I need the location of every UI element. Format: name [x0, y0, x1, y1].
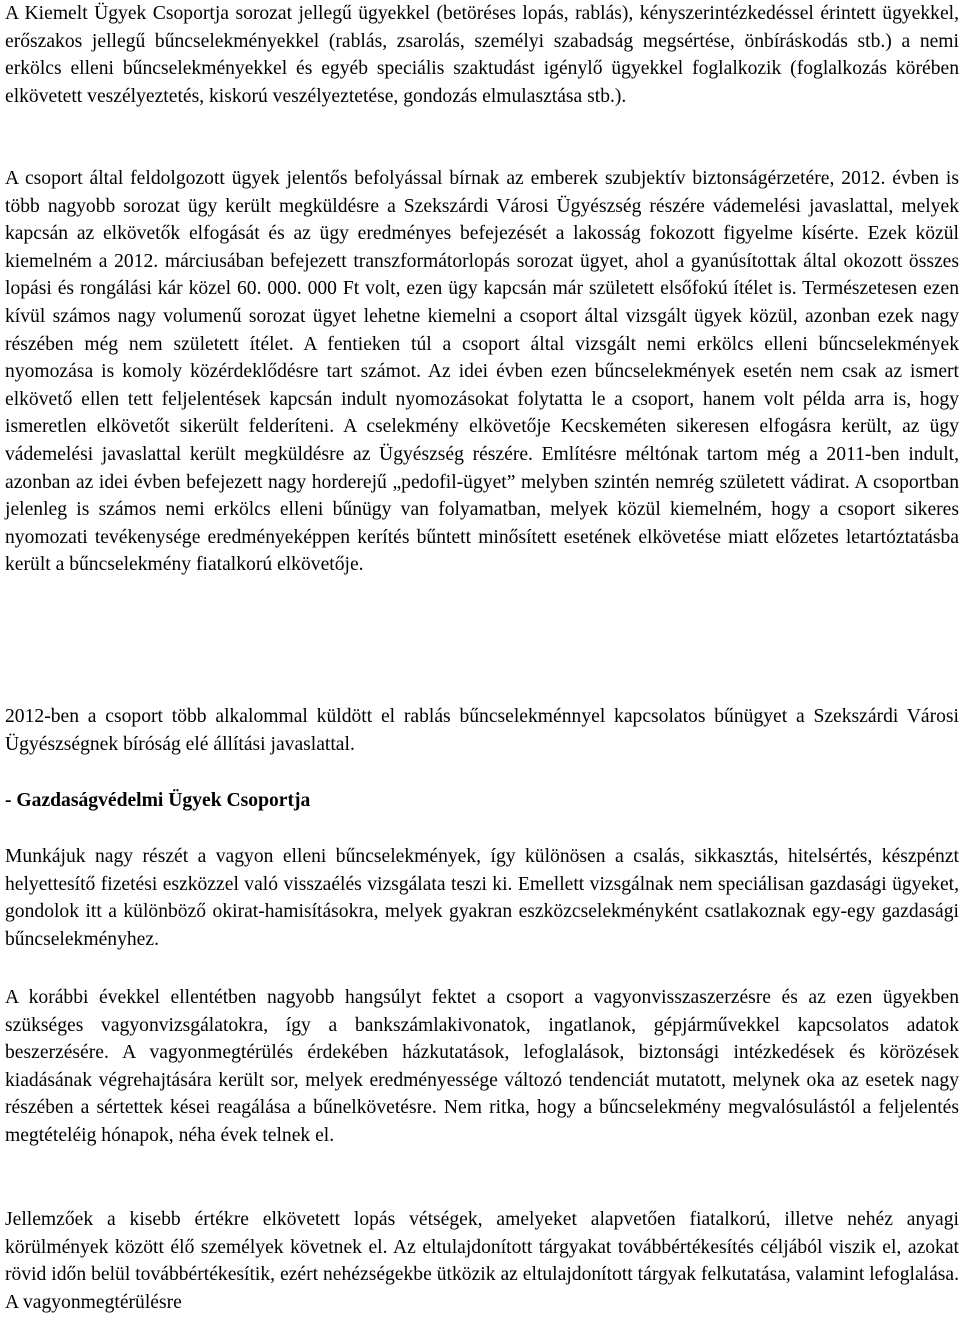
paragraph-munkajuk: Munkájuk nagy részét a vagyon elleni bűncselekmények, így különösen a csalás, sikkasztás, hitelsértés, készpénzt helyettesítő fizetési eszközzel való visszaélés vizsgálata teszi ki. Emellett vizsgálnak nem speciálisan gazdasági ügyeket, gondolok itt a különböző okirat-hamisításokra, melyek gyakran eszközcselekményként csatlakoznak egy-egy gazdasági bűncselekményhez.	[5, 846, 959, 950]
paragraph-lopas-vetsegek: Jellemzőek a kisebb értékre elkövetett lopás vétségek, amelyeket alapvetően fiatalkorú, illetve nehéz anyagi körülmények között élő személyek követnek el. Az eltulajdonított tárgyakat továbbértékesítés céljából viszik el, azokat rövid időn belül továbbértékesítik, ezért nehézségekbe ütközik az eltulajdonított tárgyak felkutatása, valamint lefoglalása. A vagyonmegtérülésre	[5, 1209, 959, 1313]
paragraph-csoport-ugyek: A csoport által feldolgozott ügyek jelentős befolyással bírnak az emberek szubjektív biztonságérzetére, 2012. évben is több nagyobb sorozat ügy került megküldésre a Szekszárdi Városi Ügyészség részére vádemelési javaslattal, melyek kapcsán az elkövetők elfogását és az ügy eredményes befejezését a lakosság fokozott figyelme kísérte. Ezek közül kiemelném a 2012. márciusában befejezett transzformátorlopás sorozat ügyet, ahol a gyanúsítottak által okozott összes lopási és rongálási kár közel 60. 000. 000 Ft volt, ezen ügy kapcsán már született elsőfokú ítélet is. Természetesen ezen kívül számos nagy volumenű sorozat ügyet lehetne kiemelni a csoport által vizsgált ügyek közül, azonban ezek nagy részében még nem született ítélet. A fentieken túl a csoport által vizsgált nemi erkölcs elleni bűncselekmények nyomozása is komoly közérdeklődésre tart számot. Az idei évben ezen bűncselekmények esetén nem csak az ismert elkövető ellen tett feljelentések kapcsán indult nyomozásokat folytatta le a csoport, hanem volt példa arra is, hogy ismeretlen elkövetőt sikerült felderíteni. A cselekmény elkövetője Kecskeméten sikeresen elfogásra került, az ügy vádemelési javaslattal került megküldésre az Ügyészség részére. Említésre méltónak tartom még a 2011-ben indult, azonban az idei évben befejezett nagy horderejű „pedofil-ügyet” melyben szintén nemrég született vádirat. A csoportban jelenleg is számos nemi erkölcs elleni bűnügy van folyamatban, melyek közül kiemelném, hogy a csoport sikeres nyomozati tevékenysége eredményeképpen kerítés bűntett minősített esetének elkövetése miatt előzetes letartóztatásba került a bűncselekmény fiatalkorú elkövetője.	[5, 168, 959, 576]
section-heading-gazdasagvedelmi: - Gazdaságvédelmi Ügyek Csoportja	[5, 790, 311, 811]
paragraph-kiemelt-ugyek: A Kiemelt Ügyek Csoportja sorozat jellegű ügyekkel (betöréses lopás, rablás), kényszerintézkedéssel érintett ügyekkel, erőszakos jellegű bűncselekményekkel (rablás, zsarolás, személyi szabadság megsértése, önbíráskodás stb.) a nemi erkölcs elleni bűncselekményekkel és egyéb speciális szaktudást igénylő ügyekkel foglalkozik (foglalkozás körében elkövetett veszélyeztetés, kiskorú veszélyeztetése, gondozás elmulasztása stb.).	[5, 3, 959, 107]
paragraph-rablas-2012: 2012-ben a csoport több alkalommal küldött el rablás bűncselekménnyel kapcsolatos bűnügyet a Szekszárdi Városi Ügyészségnek bíróság elé állítási javaslattal.	[5, 706, 959, 755]
paragraph-vagyonvisszaszerzes: A korábbi évekkel ellentétben nagyobb hangsúlyt fektet a csoport a vagyonvisszaszerzésre és az ezen ügyekben szükséges vagyonvizsgálatokra, így a bankszámlakivonatok, ingatlanok, gépjárművekkel kapcsolatos adatok beszerzésére. A vagyonmegtérülés érdekében házkutatások, lefoglalások, biztonsági intézkedések és körözések kiadásának végrehajtására került sor, melyek eredményessége változó tendenciát mutatott, melynek oka az esetek nagy részében a sértettek kései reagálása a bűnelkövetésre. Nem ritka, hogy a bűncselekmény megvalósulástól a feljelentés megtételéig hónapok, néha évek telnek el.	[5, 987, 959, 1146]
